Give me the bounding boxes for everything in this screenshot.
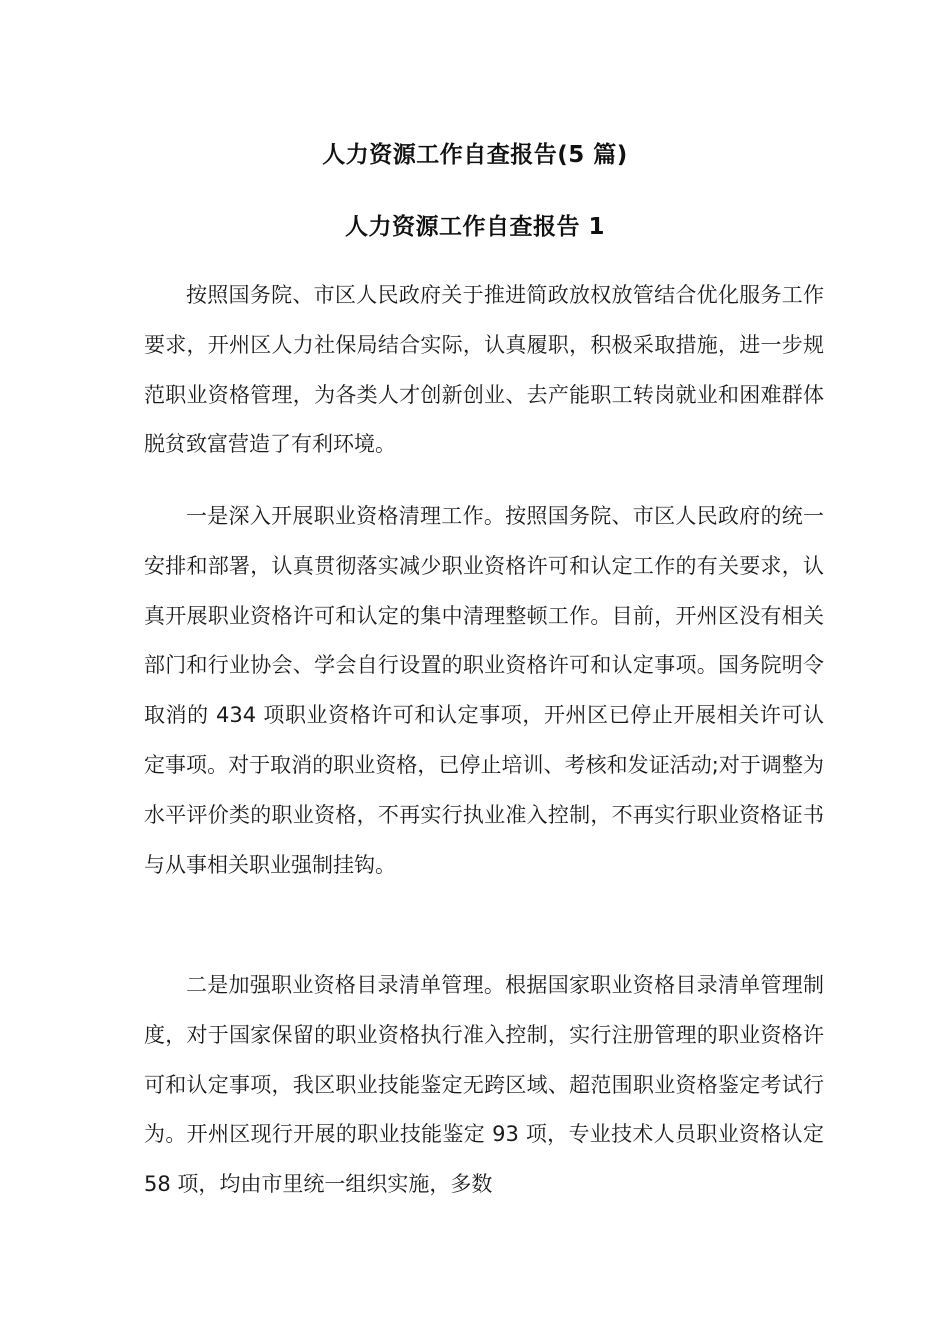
section-title: 人力资源工作自查报告 1 (344, 214, 605, 240)
paragraph-item-2: 二是加强职业资格目录清单管理。根据国家职业资格目录清单管理制度，对于国家保留的职业资格执行准入控制，实行注册管理的职业资格许可和认定事项，我区职业技能鉴定无跨区域、超范围职业资格鉴定考试行为。开州区现行开展的职业技能鉴定 93 项，专业技术人员职业资格认定 58 项，均由市里统一组织实施，多数 (144, 973, 824, 1197)
paragraph-intro: 按照国务院、市区人民政府关于推进简政放权放管结合优化服务工作要求，开州区人力社保局结合实际，认真履职，积极采取措施，进一步规范职业资格管理，为各类人才创新创业、去产能职工转岗就业和困难群体脱贫致富营造了有利环境。 (144, 283, 824, 457)
paragraph-item-1: 一是深入开展职业资格清理工作。按照国务院、市区人民政府的统一安排和部署，认真贯彻落实减少职业资格许可和认定工作的有关要求，认真开展职业资格许可和认定的集中清理整顿工作。目前，开州区没有相关部门和行业协会、学会自行设置的职业资格许可和认定事项。国务院明令取消的 434 项职业资格许可和认定事项，开州区已停止开展相关许可认定事项。对于取消的职业资格，已停止培训、考核和发证活动;对于调整为水平评价类的职业资格，不再实行执业准入控制，不再实行职业资格证书与从事相关职业强制挂钩。 (144, 504, 824, 877)
document-title: 人力资源工作自查报告(5 篇) (322, 142, 628, 168)
